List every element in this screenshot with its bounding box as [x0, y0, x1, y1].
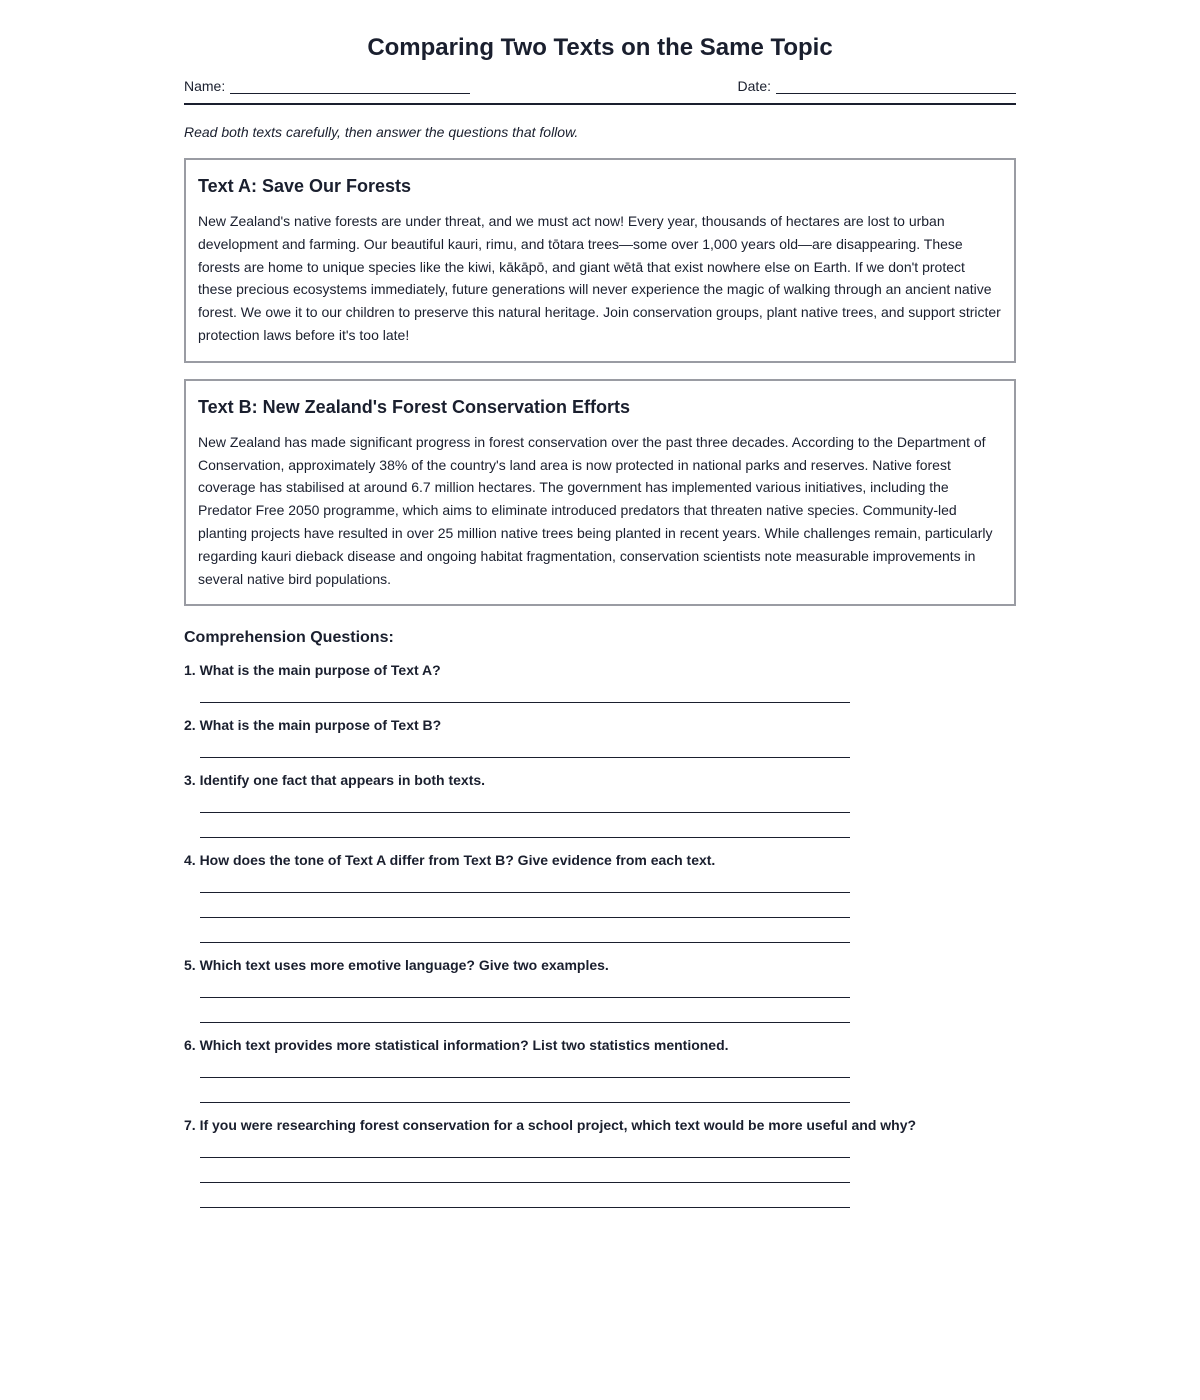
worksheet-page [184, 0, 1016, 1208]
date-label: Date: [737, 78, 771, 94]
answer-line[interactable] [200, 681, 850, 703]
worksheet-title: Comparing Two Texts on the Same Topic [367, 34, 833, 61]
question-block [184, 852, 1016, 943]
answer-line[interactable] [200, 896, 850, 918]
answer-line[interactable] [200, 976, 850, 998]
date-input-line[interactable] [776, 79, 1016, 94]
question-text: 4. How does the tone of Text A differ from Text B? Give evidence from each text. [184, 852, 716, 869]
question-block [184, 772, 1016, 838]
answer-line[interactable] [200, 1136, 850, 1158]
question-text: 5. Which text uses more emotive language? Give two examples. [184, 957, 609, 974]
question-block [184, 717, 1016, 758]
name-date-row [184, 78, 1016, 105]
text-a-heading: Text A: Save Our Forests [198, 176, 412, 196]
answer-line[interactable] [200, 816, 850, 838]
answer-line[interactable] [200, 736, 850, 758]
answer-line[interactable] [200, 1081, 850, 1103]
answer-line[interactable] [200, 921, 850, 943]
question-block [184, 662, 1016, 703]
text-a-body: New Zealand's native forests are under threat, and we must act now! Every year, thousands of hectares are lost to urban development and farming. Our beautiful kauri, rimu, and tōtara trees—some over 1,000 years old—are disappearing. These forests are home to unique species like the kiwi, kākāpō, and giant wētā that exist nowhere else on Earth. If we don't protect these precious ecosystems immediately, future generations will never experience the magic of walking through an ancient native forest. We owe it to our children to preserve this natural heritage. Join conservation groups, plant native trees, and support stricter protection laws before it's too late! [198, 213, 1001, 343]
text-b-heading: Text B: New Zealand's Forest Conservation Efforts [198, 396, 631, 417]
question-block [184, 1037, 1016, 1103]
name-input-line[interactable] [230, 79, 470, 94]
text-b-box [184, 379, 1016, 607]
question-text: 1. What is the main purpose of Text A? [184, 662, 441, 679]
text-a-box [184, 158, 1016, 363]
question-text: 7. If you were researching forest conservation for a school project, which text would be more useful and why? [184, 1117, 917, 1134]
question-list [184, 662, 1016, 1208]
questions-heading: Comprehension Questions: [184, 629, 394, 647]
date-field [738, 78, 1016, 94]
answer-line[interactable] [200, 1001, 850, 1023]
answer-line[interactable] [200, 1056, 850, 1078]
question-text: 3. Identify one fact that appears in both texts. [184, 772, 486, 789]
answer-line[interactable] [200, 1186, 850, 1208]
text-b-body: New Zealand has made significant progress in forest conservation over the past three decades. According to the Department of Conservation, approximately 38% of the country's land area is now protected in national parks and reserves. Native forest coverage has stabilised at around 6.7 million hectares. The government has implemented various initiatives, including the Predator Free 2050 programme, which aims to eliminate introduced predators that threaten native species. Community-led planting projects have resulted in over 25 million native trees being planted in recent years. While challenges remain, particularly regarding kauri dieback disease and ongoing habitat fragmentation, conservation scientists note measurable improvements in several native bird populations. [198, 433, 993, 587]
question-text: 6. Which text provides more statistical information? List two statistics mentioned. [184, 1037, 729, 1054]
name-field [184, 78, 470, 94]
instructions: Read both texts carefully, then answer the questions that follow. [184, 124, 579, 140]
question-block [184, 1117, 1016, 1208]
answer-line[interactable] [200, 1161, 850, 1183]
answer-line[interactable] [200, 791, 850, 813]
name-label: Name: [184, 78, 226, 94]
question-text: 2. What is the main purpose of Text B? [184, 717, 442, 734]
answer-line[interactable] [200, 871, 850, 893]
question-block [184, 957, 1016, 1023]
